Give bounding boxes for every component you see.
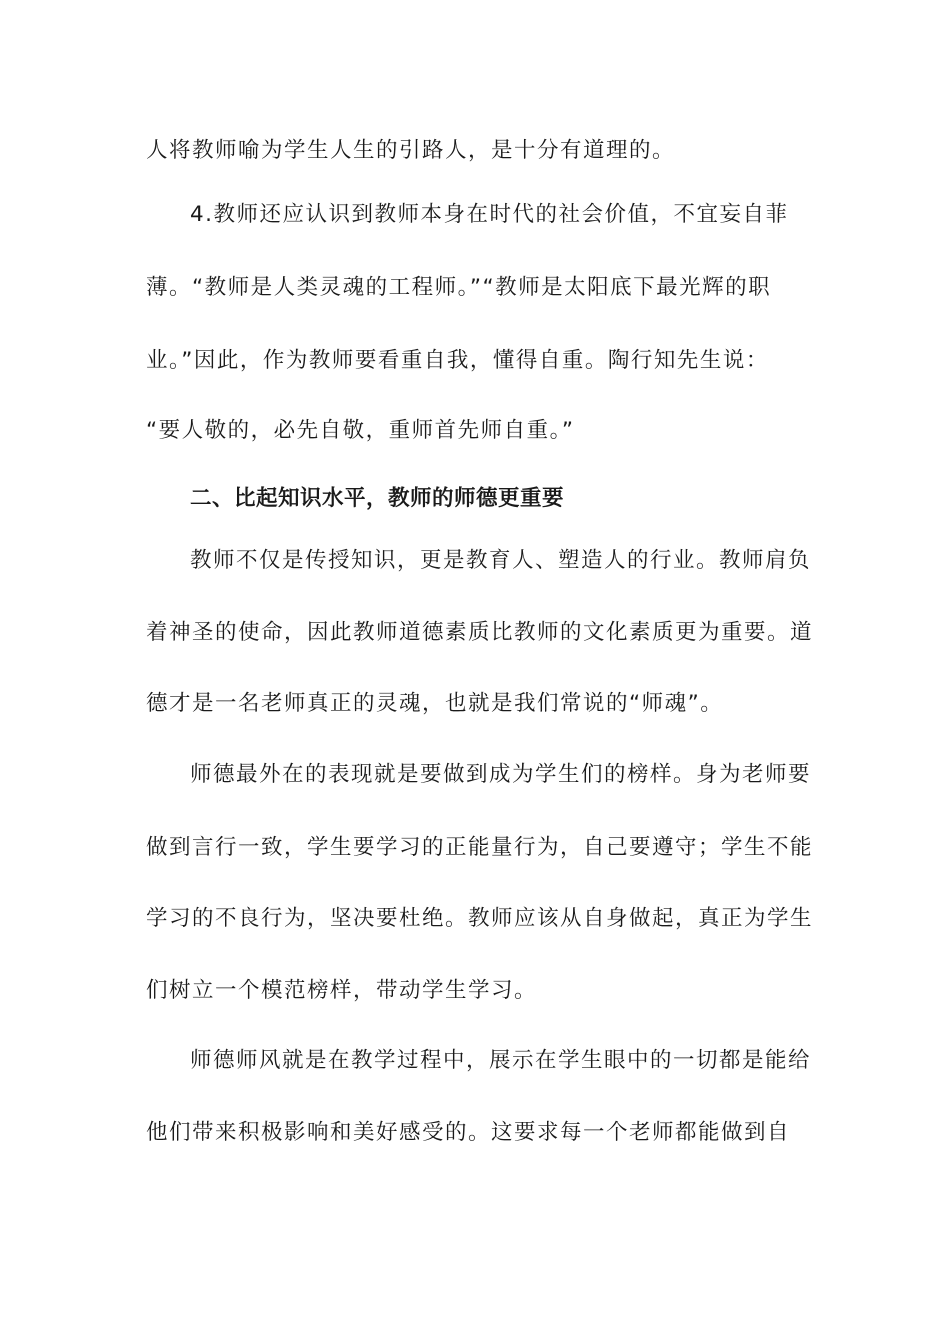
body-text-line: “要人敬的，必先自敬，重师首先师自重。” <box>146 418 575 443</box>
body-text-line: 着神圣的使命，因此教师道德素质比教师的文化素质更为重要。道 <box>146 620 814 645</box>
body-text-line: 业。”因此，作为教师要看重自我，懂得自重。陶行知先生说： <box>146 348 769 373</box>
body-text-line: 学习的不良行为，坚决要杜绝。教师应该从自身做起，真正为学生 <box>146 906 814 931</box>
body-text-line: 教师不仅是传授知识，更是教育人、塑造人的行业。教师肩负 <box>190 548 812 573</box>
body-text-line: 做到言行一致，学生要学习的正能量行为，自己要遵守；学生不能 <box>146 835 814 860</box>
body-text-line: 薄。“教师是人类灵魂的工程师。”“教师是太阳底下最光辉的职 <box>146 275 772 300</box>
body-text-line: 德才是一名老师真正的灵魂，也就是我们常说的“师魂”。 <box>146 691 724 716</box>
body-text-line: 师德师风就是在教学过程中，展示在学生眼中的一切都是能给 <box>190 1048 812 1073</box>
body-text-line: 们树立一个模范榜样，带动学生学习。 <box>146 978 538 1003</box>
body-text-line: 师德最外在的表现就是要做到成为学生们的榜样。身为老师要 <box>190 762 812 787</box>
body-text-line: 人将教师喻为学生人生的引路人，是十分有道理的。 <box>146 138 676 163</box>
body-text-line: 4.教师还应认识到教师本身在时代的社会价值，不宜妄自菲 <box>190 202 789 227</box>
body-text-line: 他们带来积极影响和美好感受的。这要求每一个老师都能做到自 <box>146 1120 791 1145</box>
section-heading: 二、比起知识水平，教师的师德更重要 <box>190 486 565 511</box>
